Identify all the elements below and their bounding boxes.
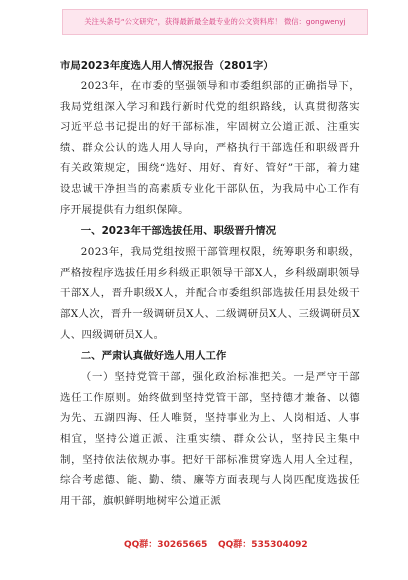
section-2-paragraph: （一）坚持党管干部，强化政治标准把关。一是严守干部选任工作原则。始终做到坚持党管干部，坚持德才兼备、以德为先、五湖四海、任人唯贤，坚持事业为上、人岗相适、人事相宜，坚持公道正派、注重实绩、群众公认，坚持民主集中制，坚持依法依规办事。把好干部标准贯穿选人用人全过程，综合考虑德、能、勤、绩、廉等方面表现与人岗匹配度选拔任用干部，旗帜鲜明地树牢公道正派 bbox=[60, 371, 360, 507]
section-2-heading: 二、严肃认真做好选人用人工作 bbox=[80, 350, 227, 363]
section-1-heading: 一、2023年干部选拔任用、职级晋升情况 bbox=[80, 225, 276, 238]
footer bbox=[0, 537, 408, 551]
document-body bbox=[60, 56, 360, 511]
document-title: 市局2023年度选人用人情况报告（2801字） bbox=[60, 60, 274, 72]
intro-paragraph: 2023年，在市委的坚强领导和市委组织部的正确指导下，我局党组深入学习和践行新时代党的组织路线，认真贯彻落实习近平总书记提出的好干部标准，牢固树立公道正派、注重实绩、群众公认的选人用人导向，严格执行干部选任和职级晋升有关政策规定，围绕“选好、用好、育好、管好”干部，着力建设忠诚干净担当的高素质专业化干部队伍，为我局中心工作有序开展提供有力组织保障。 bbox=[60, 80, 360, 216]
section-1-paragraph: 2023年，我局党组按照干部管理权限，统筹职务和职级，严格按程序选拔任用乡科级正职领导干部X人，乡科级副职领导干部X人，晋升职级X人，并配合市委组织部选拔任用县处级干部X人次，晋升一级调研员X人、二级调研员X人、三级调研员X人、四级调研员X人。 bbox=[60, 246, 360, 341]
footer-qq-group-2: QQ群：535304092 bbox=[218, 540, 308, 550]
promo-banner: 关注头条号“公文研究”，获得最新最全最专业的公文资料库！ 微信：gongwenyj bbox=[62, 9, 368, 35]
footer-qq-group-1: QQ群：30265665 bbox=[124, 540, 208, 550]
